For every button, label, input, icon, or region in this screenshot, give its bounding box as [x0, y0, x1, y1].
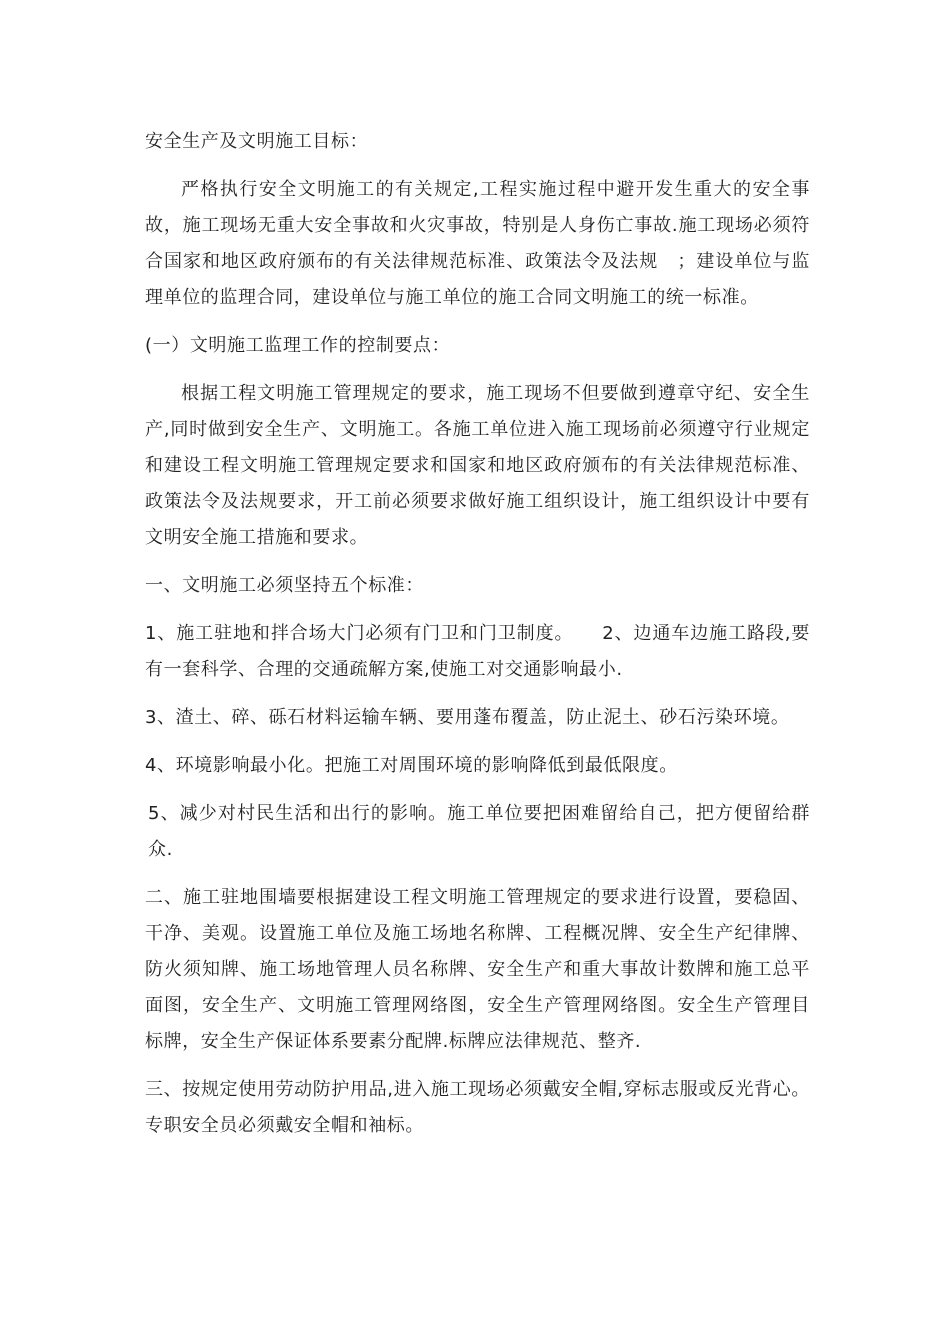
intro-paragraph: 严格执行安全文明施工的有关规定,工程实施过程中避开发生重大的安全事故，施工现场无重大安全事故和火灾事故，特别是人身伤亡事故.施工现场必须符合国家和地区政府颁布的有关法律规范标准、政策法令及法规 ；建设单位与监理单位的监理合同，建设单位与施工单位的施工合同文明施工的统一标准。 — [145, 179, 810, 308]
section-a-heading: (一）文明施工监理工作的控制要点： — [145, 335, 451, 356]
list-item-3: 3、渣土、碎、砾石材料运输车辆、要用蓬布覆盖，防止泥土、砂石污染环境。 — [145, 707, 790, 728]
document-title: 安全生产及文明施工目标： — [145, 131, 369, 152]
document-body — [145, 124, 810, 1156]
list-item-1-2: 1、施工驻地和拌合场大门必须有门卫和门卫制度。 2、边通车边施工路段,要有一套科学、合理的交通疏解方案,使施工对交通影响最小. — [145, 623, 810, 680]
section-2-paragraph: 二、施工驻地围墙要根据建设工程文明施工管理规定的要求进行设置，要稳固、干净、美观。设置施工单位及施工场地名称牌、工程概况牌、安全生产纪律牌、防火须知牌、施工场地管理人员名称牌、安全生产和重大事故计数牌和施工总平面图，安全生产、文明施工管理网络图，安全生产管理网络图。安全生产管理目标牌，安全生产保证体系要素分配牌.标牌应法律规范、整齐. — [145, 887, 810, 1052]
list-item-5: 5、减少对村民生活和出行的影响。施工单位要把困难留给自己，把方便留给群众. — [148, 803, 810, 860]
section-3-paragraph: 三、按规定使用劳动防护用品,进入施工现场必须戴安全帽,穿标志服或反光背心。专职安全员必须戴安全帽和袖标。 — [145, 1079, 810, 1136]
section-1-heading: 一、文明施工必须坚持五个标准： — [145, 575, 424, 596]
section-a-paragraph: 根据工程文明施工管理规定的要求，施工现场不但要做到遵章守纪、安全生产,同时做到安全生产、文明施工。各施工单位进入施工现场前必须遵守行业规定和建设工程文明施工管理规定要求和国家和地区政府颁布的有关法律规范标准、政策法令及法规要求，开工前必须要求做好施工组织设计，施工组织设计中要有文明安全施工措施和要求。 — [145, 383, 810, 548]
list-item-4: 4、环境影响最小化。把施工对周围环境的影响降低到最低限度。 — [145, 755, 678, 776]
